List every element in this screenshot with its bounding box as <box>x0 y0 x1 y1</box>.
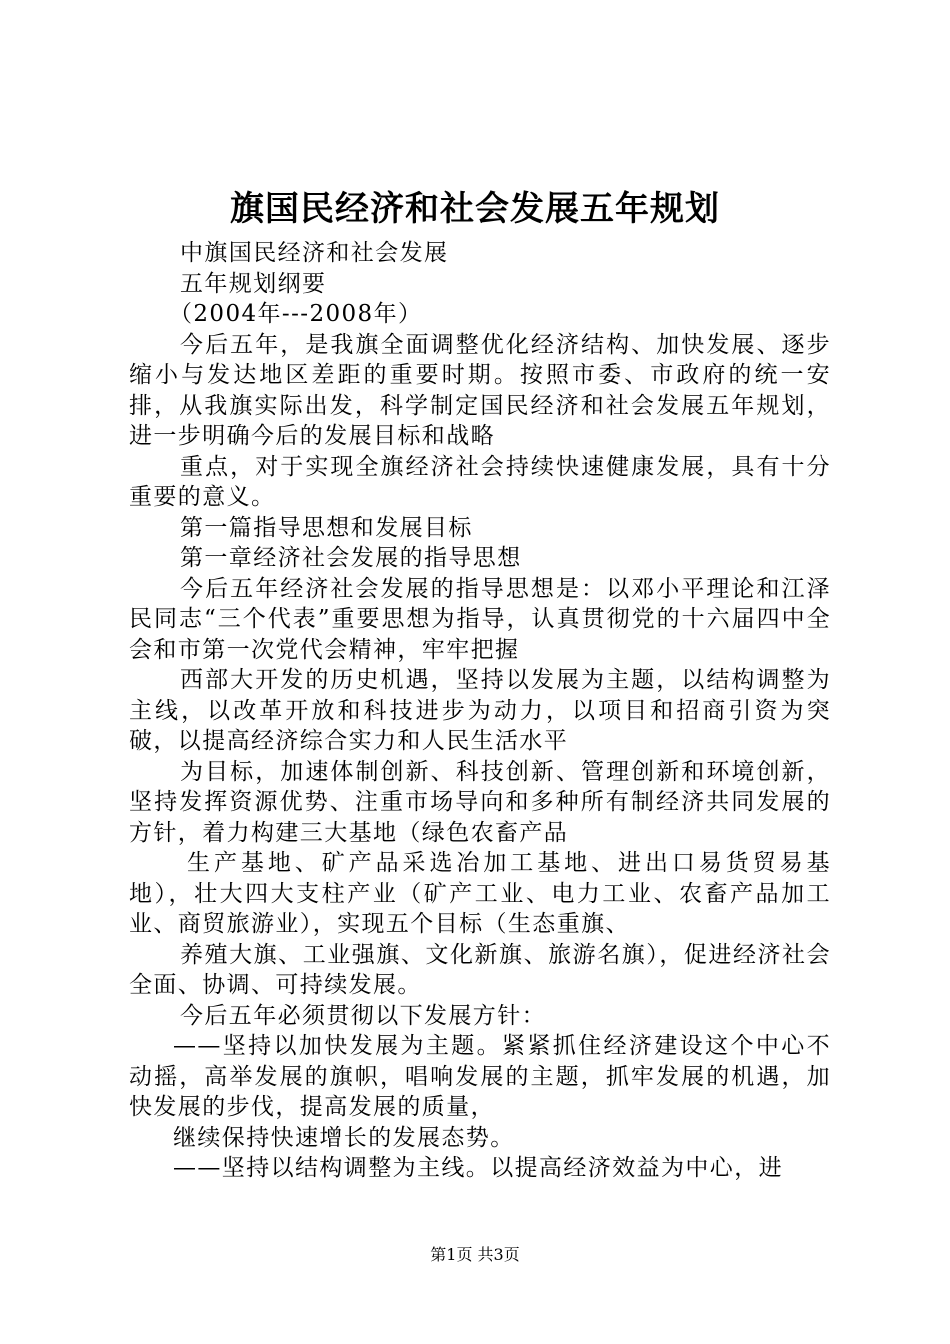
paragraph: 今后五年经济社会发展的指导思想是：以邓小平理论和江泽民同志“三个代表”重要思想为指导，认真贯彻党的十六届四中全会和市第一次党代会精神，牢牢把握 <box>129 575 831 663</box>
paragraph: （2004年---2008年） <box>169 301 423 327</box>
paragraph: 第一篇指导思想和发展目标 <box>180 514 473 541</box>
document-title: 旗国民经济和社会发展五年规划 <box>230 189 720 229</box>
paragraph: 重点，对于实现全旗经济社会持续快速健康发展，具有十分重要的意义。 <box>129 453 831 510</box>
paragraph: 今后五年，是我旗全面调整优化经济结构、加快发展、逐步缩小与发达地区差距的重要时期。按照市委、市政府的统一安排，从我旗实际出发，科学制定国民经济和社会发展五年规划，进一步明确今后的发展目标和战略 <box>129 331 831 449</box>
paragraph: 养殖大旗、工业强旗、文化新旗、旅游名旗），促进经济社会全面、协调、可持续发展。 <box>129 941 831 998</box>
paragraph: ——坚持以加快发展为主题。紧紧抓住经济建设这个中心不动摇，高举发展的旗帜，唱响发展的主题，抓牢发展的机遇，加快发展的步伐，提高发展的质量， <box>129 1033 831 1120</box>
page-footer: 第1页 共3页 <box>430 1245 520 1264</box>
paragraph: 生产基地、矿产品采选冶加工基地、进出口易货贸易基地），壮大四大支柱产业（矿产工业、电力工业、农畜产品加工业、商贸旅游业），实现五个目标（生态重旗、 <box>129 850 831 937</box>
paragraph: 中旗国民经济和社会发展 <box>180 240 449 266</box>
paragraph: 第一章经济社会发展的指导思想 <box>180 545 522 571</box>
paragraph: ——坚持以结构调整为主线。以提高经济效益为中心，进 <box>173 1155 783 1181</box>
paragraph: 西部大开发的历史机遇，坚持以发展为主题，以结构调整为主线，以改革开放和科技进步为动力，以项目和招商引资为突破，以提高经济综合实力和人民生活水平 <box>129 667 831 754</box>
paragraph: 继续保持快速增长的发展态势。 <box>173 1124 515 1151</box>
paragraph: 五年规划纲要 <box>180 270 327 297</box>
paragraph: 为目标，加速体制创新、科技创新、管理创新和环境创新，坚持发挥资源优势、注重市场导向和多种所有制经济共同发展的方针，着力构建三大基地（绿色农畜产品 <box>129 758 831 846</box>
document-body <box>129 238 831 1184</box>
paragraph: 今后五年必须贯彻以下发展方针： <box>180 1002 546 1029</box>
